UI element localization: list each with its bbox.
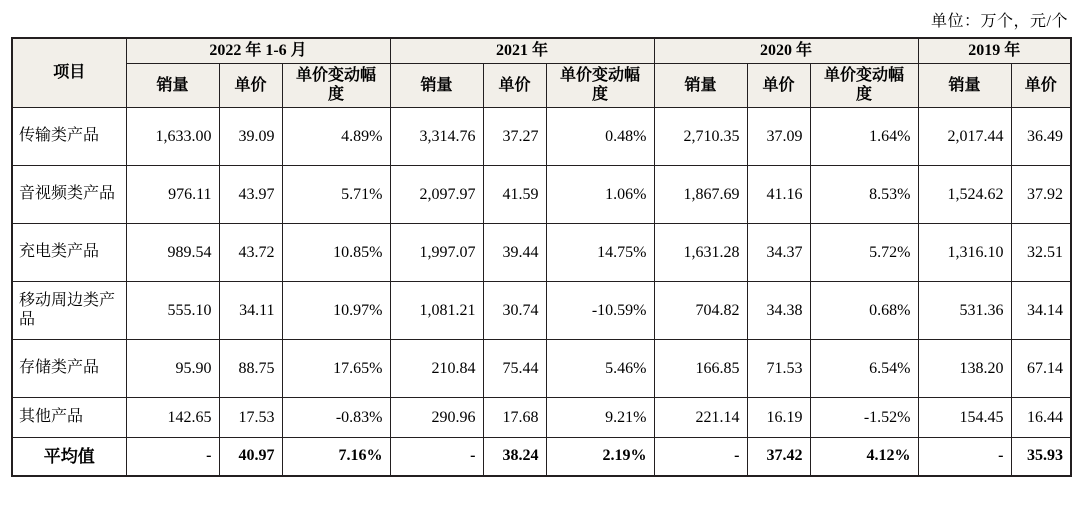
cell-value: 71.53 — [747, 340, 810, 398]
cell-value: 39.09 — [219, 108, 282, 166]
cell-value: - — [126, 438, 219, 476]
cell-value: - — [654, 438, 747, 476]
cell-value: 40.97 — [219, 438, 282, 476]
cell-value: 17.53 — [219, 398, 282, 438]
cell-value: 210.84 — [390, 340, 483, 398]
cell-value: 989.54 — [126, 224, 219, 282]
cell-value: 290.96 — [390, 398, 483, 438]
row-label: 其他产品 — [12, 398, 126, 438]
cell-value: 88.75 — [219, 340, 282, 398]
cell-value: 1,524.62 — [918, 166, 1011, 224]
cell-value: 8.53% — [810, 166, 918, 224]
cell-value: 39.44 — [483, 224, 546, 282]
cell-value: 16.44 — [1011, 398, 1071, 438]
cell-value: - — [918, 438, 1011, 476]
cell-value: 1,316.10 — [918, 224, 1011, 282]
cell-value: 221.14 — [654, 398, 747, 438]
cell-value: 75.44 — [483, 340, 546, 398]
header-volume-2022h1: 销量 — [126, 64, 219, 108]
header-change-2020: 单价变动幅度 — [810, 64, 918, 108]
cell-value: 38.24 — [483, 438, 546, 476]
unit-note: 单位：万个，元/个 — [931, 13, 1068, 30]
cell-value: 34.14 — [1011, 282, 1071, 340]
cell-value: 5.71% — [282, 166, 390, 224]
cell-value: 37.92 — [1011, 166, 1071, 224]
table-body — [12, 108, 1071, 476]
row-label: 音视频类产品 — [12, 166, 126, 224]
cell-value: 17.65% — [282, 340, 390, 398]
header-volume-2021: 销量 — [390, 64, 483, 108]
header-period-2019: 2019 年 — [918, 38, 1071, 64]
cell-value: 138.20 — [918, 340, 1011, 398]
cell-value: - — [390, 438, 483, 476]
cell-value: 43.97 — [219, 166, 282, 224]
table-row — [12, 398, 1071, 438]
cell-value: 142.65 — [126, 398, 219, 438]
table-row — [12, 108, 1071, 166]
cell-value: 976.11 — [126, 166, 219, 224]
cell-value: 34.37 — [747, 224, 810, 282]
cell-value: 67.14 — [1011, 340, 1071, 398]
cell-value: 3,314.76 — [390, 108, 483, 166]
cell-value: 1,633.00 — [126, 108, 219, 166]
table-row — [12, 282, 1071, 340]
cell-value: 30.74 — [483, 282, 546, 340]
header-price-2020: 单价 — [747, 64, 810, 108]
cell-value: 10.97% — [282, 282, 390, 340]
cell-value: -0.83% — [282, 398, 390, 438]
cell-value: 2.19% — [546, 438, 654, 476]
cell-value: 2,097.97 — [390, 166, 483, 224]
header-price-2022h1: 单价 — [219, 64, 282, 108]
cell-value: 154.45 — [918, 398, 1011, 438]
cell-value: 1,997.07 — [390, 224, 483, 282]
cell-value: 37.42 — [747, 438, 810, 476]
cell-value: 37.27 — [483, 108, 546, 166]
cell-value: 37.09 — [747, 108, 810, 166]
cell-value: 41.16 — [747, 166, 810, 224]
header-row-periods — [12, 38, 1071, 64]
table-head — [12, 38, 1071, 108]
cell-value: 1,631.28 — [654, 224, 747, 282]
cell-value: 166.85 — [654, 340, 747, 398]
header-change-2022h1: 单价变动幅度 — [282, 64, 390, 108]
header-period-2020: 2020 年 — [654, 38, 918, 64]
table-row — [12, 340, 1071, 398]
cell-value: 4.12% — [810, 438, 918, 476]
row-label: 充电类产品 — [12, 224, 126, 282]
cell-value: 16.19 — [747, 398, 810, 438]
header-price-2021: 单价 — [483, 64, 546, 108]
cell-value: 14.75% — [546, 224, 654, 282]
cell-value: 41.59 — [483, 166, 546, 224]
cell-value: 2,710.35 — [654, 108, 747, 166]
cell-value: 34.38 — [747, 282, 810, 340]
cell-value: 17.68 — [483, 398, 546, 438]
table-row — [12, 166, 1071, 224]
cell-value: 7.16% — [282, 438, 390, 476]
cell-value: 531.36 — [918, 282, 1011, 340]
cell-value: 10.85% — [282, 224, 390, 282]
cell-value: 2,017.44 — [918, 108, 1011, 166]
row-label: 移动周边类产品 — [12, 282, 126, 340]
cell-value: 95.90 — [126, 340, 219, 398]
cell-value: 555.10 — [126, 282, 219, 340]
cell-value: 6.54% — [810, 340, 918, 398]
table-row-average — [12, 438, 1071, 476]
cell-value: 1.64% — [810, 108, 918, 166]
cell-value: 35.93 — [1011, 438, 1071, 476]
header-volume-2020: 销量 — [654, 64, 747, 108]
cell-value: 704.82 — [654, 282, 747, 340]
header-change-2021: 单价变动幅度 — [546, 64, 654, 108]
cell-value: 1,081.21 — [390, 282, 483, 340]
cell-value: 4.89% — [282, 108, 390, 166]
header-price-2019: 单价 — [1011, 64, 1071, 108]
header-period-2022h1: 2022 年 1-6 月 — [126, 38, 390, 64]
cell-value: 43.72 — [219, 224, 282, 282]
row-label: 传输类产品 — [12, 108, 126, 166]
cell-value: -1.52% — [810, 398, 918, 438]
cell-value: 36.49 — [1011, 108, 1071, 166]
sales-price-table — [11, 37, 1072, 477]
cell-value: 9.21% — [546, 398, 654, 438]
row-label-average: 平均值 — [12, 438, 126, 476]
cell-value: 5.46% — [546, 340, 654, 398]
header-volume-2019: 销量 — [918, 64, 1011, 108]
cell-value: -10.59% — [546, 282, 654, 340]
cell-value: 32.51 — [1011, 224, 1071, 282]
cell-value: 0.48% — [546, 108, 654, 166]
cell-value: 1,867.69 — [654, 166, 747, 224]
row-label: 存储类产品 — [12, 340, 126, 398]
header-period-2021: 2021 年 — [390, 38, 654, 64]
cell-value: 34.11 — [219, 282, 282, 340]
header-row-metrics — [12, 64, 1071, 108]
cell-value: 1.06% — [546, 166, 654, 224]
cell-value: 0.68% — [810, 282, 918, 340]
header-item: 项目 — [12, 38, 126, 108]
table-row — [12, 224, 1071, 282]
cell-value: 5.72% — [810, 224, 918, 282]
